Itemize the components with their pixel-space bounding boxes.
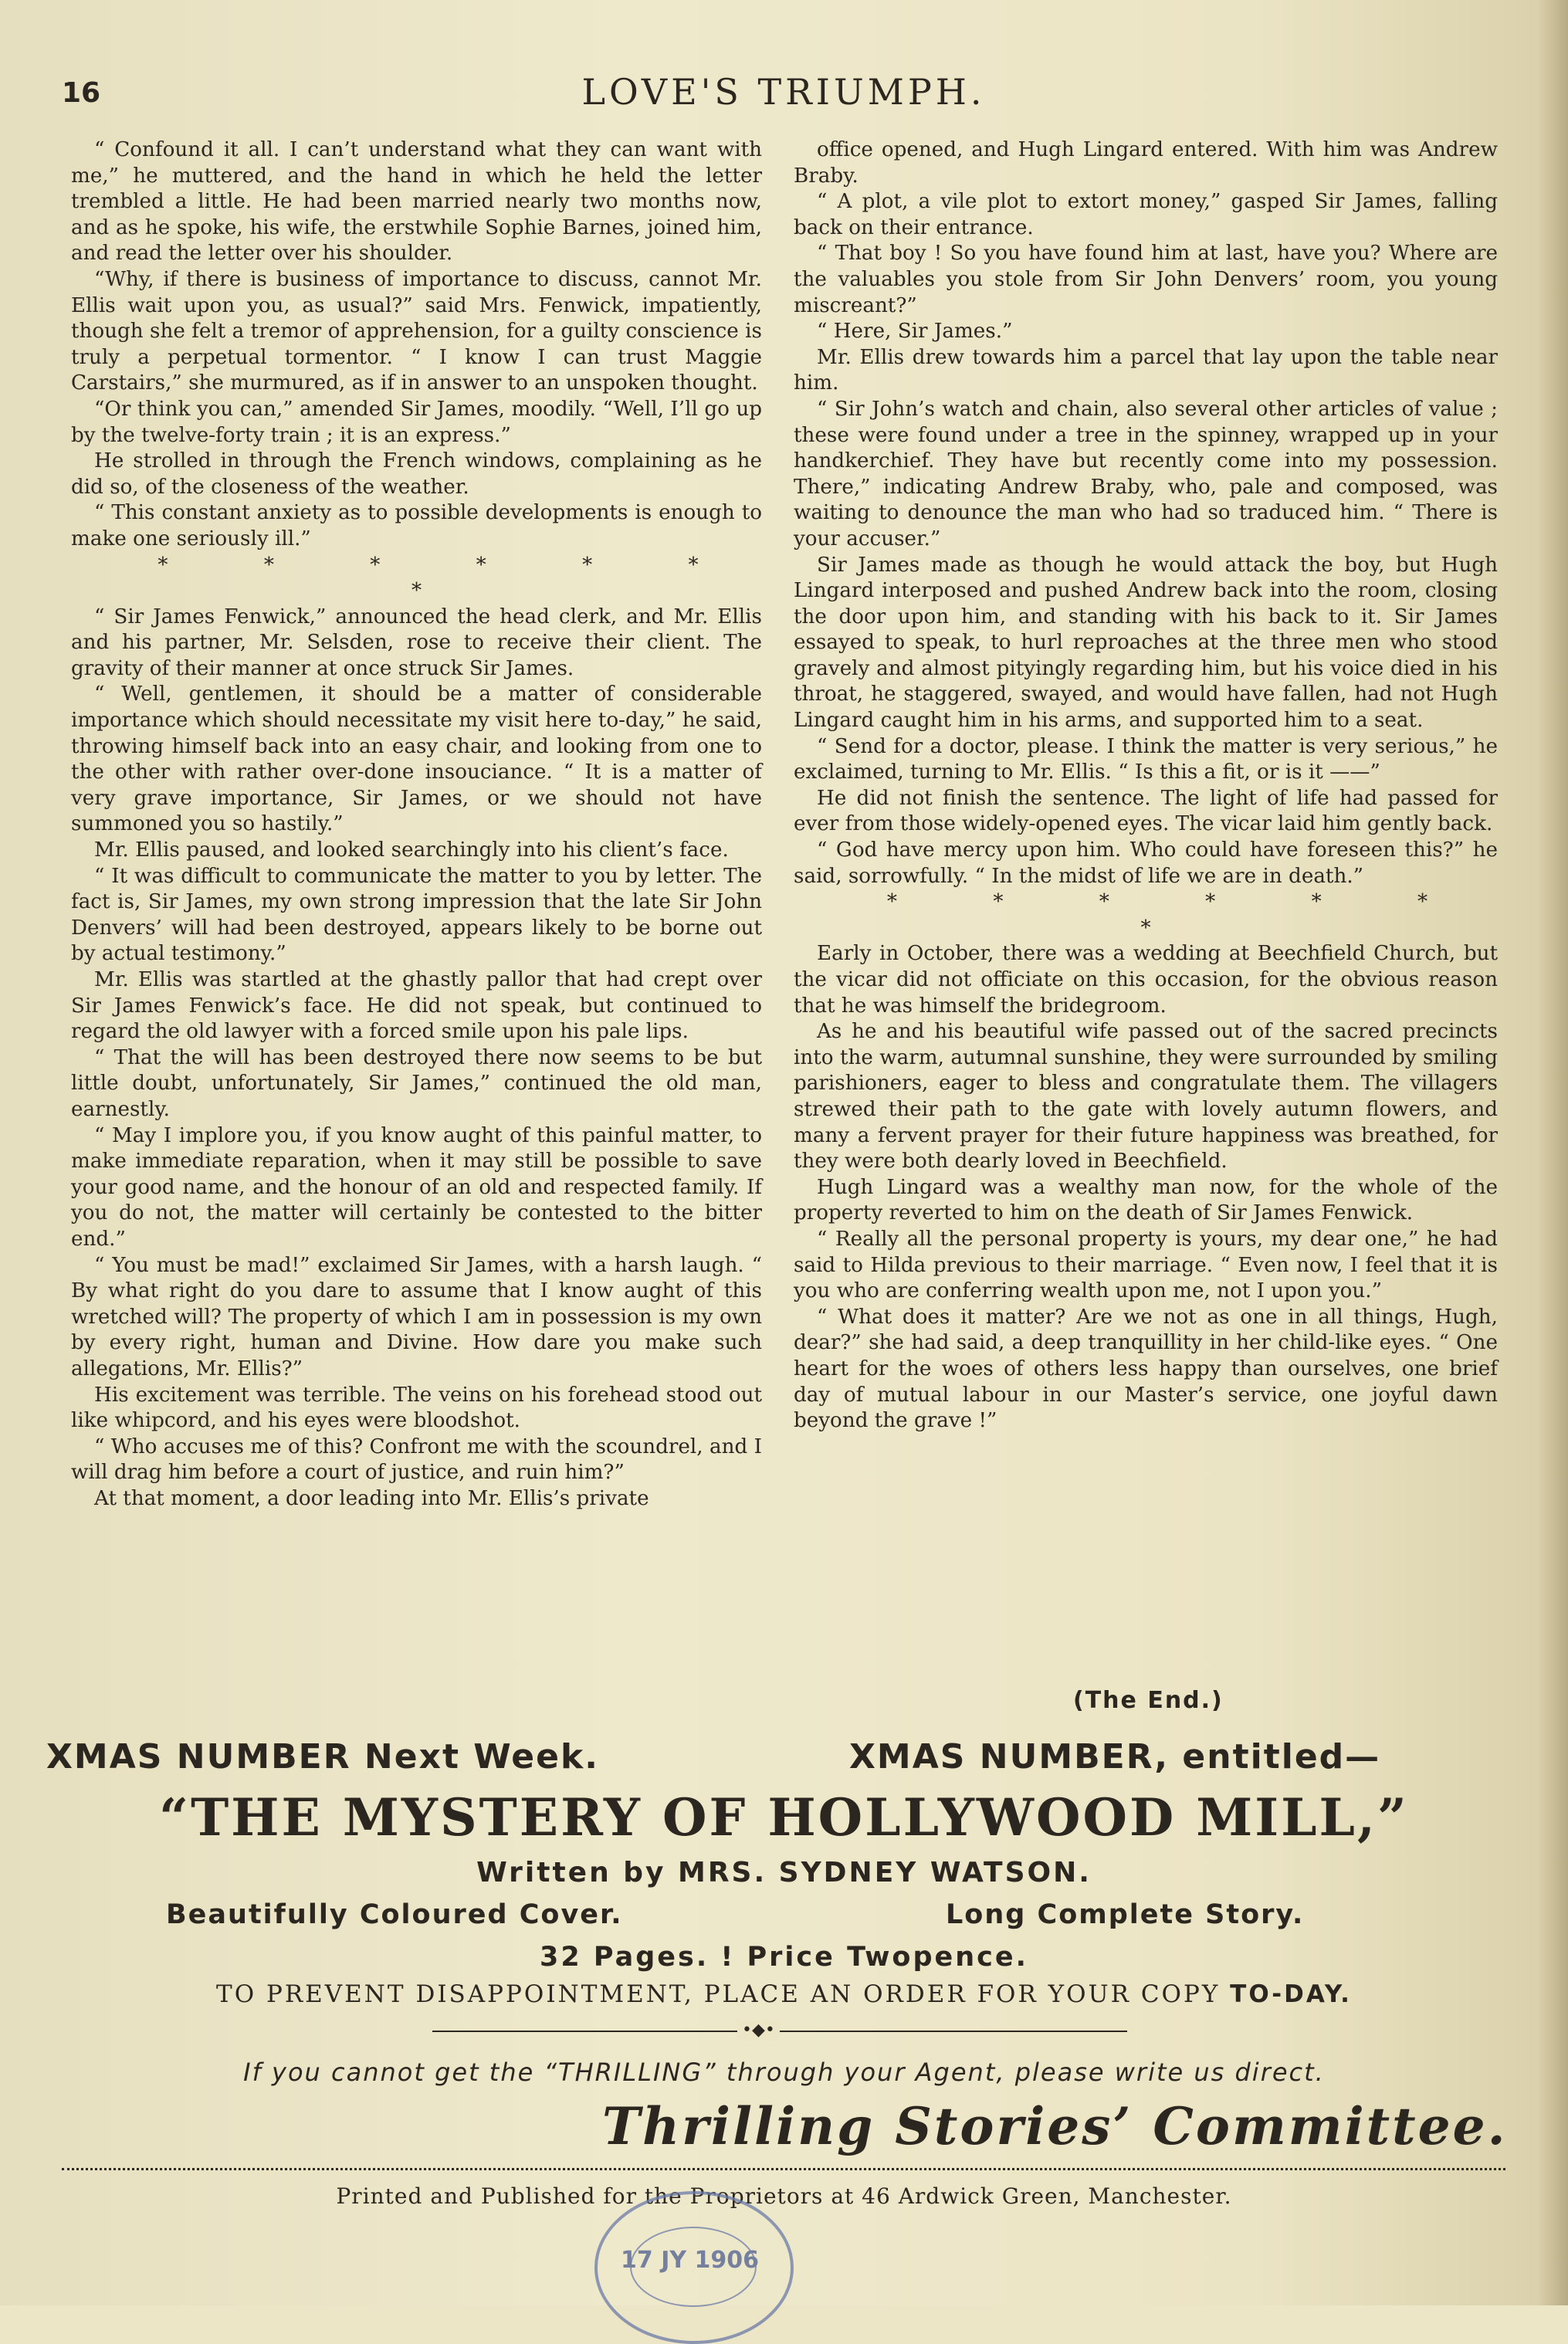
divider-rule — [432, 2031, 1127, 2032]
library-stamp — [594, 2191, 794, 2344]
paragraph: “ You must be mad!” exclaimed Sir James, with a harsh laugh. “ By what right do you dare to assume that I know aught of this wretched will? The property of which I am in possession is my own by every right, human and Divine. How dare you make such allegations, Mr. Ellis?” — [71, 1253, 762, 1380]
paragraph: Early in October, there was a wedding at Beechfield Church, but the vicar did not officiate on this occasion, for the obvious reason that he was himself the bridegroom. — [794, 942, 1498, 1018]
paragraph: “ May I implore you, if you know aught of this painful matter, to make immediate reparation, when it may still be possible to save your good name, and the honour of an old and respected family. If you do not, the matter will certainly be contested to the bitter end.” — [71, 1123, 762, 1251]
paragraph: Sir James made as though he would attack the boy, but Hugh Lingard interposed and pushed Andrew back into the room, closing the door upon him, and standing with his back to it. Sir James essayed to speak, to hurl reproaches at the three men who stood gravely and almost pityingly regarding him, but his voice died in his throat, he staggered, swayed, and would have fallen, had not Hugh Lingard caught him in his arms, and supported him to a seat. — [794, 553, 1498, 733]
printer-imprint: Printed and Published for the Proprietors at 46 Ardwick Green, Manchester. — [336, 2183, 1232, 2209]
section-break-stars: * * * * * * * — [157, 553, 743, 603]
advert-complete-story: Long Complete Story. — [946, 1899, 1305, 1930]
running-title: LOVE'S TRIUMPH. — [581, 71, 986, 113]
paragraph: He did not finish the sentence. The light of life had passed for ever from those widely-opened eyes. The vicar laid him gently back. — [794, 786, 1498, 836]
paragraph: Mr. Ellis paused, and looked searchingly into his client’s face. — [94, 838, 729, 862]
footer-rule — [62, 2168, 1505, 2173]
paragraph: Hugh Lingard was a wealthy man now, for the whole of the property reverted to him on the death of Sir James Fenwick. — [794, 1175, 1498, 1225]
agent-note: If you cannot get the “THRILLING” through your Agent, please write us direct. — [243, 2058, 1325, 2087]
paragraph: “ What does it matter? Are we not as one in all things, Hugh, dear?” she had said, a deep tranquillity in her child-like eyes. “ One heart for the woes of others less happy than ourselves, one brief day of mutual labour in our Master’s service, one joyful dawn beyond the grave !” — [794, 1305, 1498, 1433]
paragraph: “ This constant anxiety as to possible developments is enough to make one seriously ill.” — [71, 501, 762, 550]
advert-order-line — [0, 1980, 1568, 2008]
advert-order-today: TO-DAY. — [1230, 1980, 1352, 2008]
stamp-date: 17 JY 1906 — [621, 2247, 760, 2274]
paragraph: He strolled in through the French windows, complaining as he did so, of the closeness of the weather. — [71, 449, 762, 499]
page-edge-shadow — [1537, 0, 1568, 2305]
paragraph: At that moment, a door leading into Mr. Ellis’s private — [94, 1486, 649, 1510]
paragraph: “ Who accuses me of this? Confront me with the scoundrel, and I will drag him before a court of justice, and ruin him?” — [71, 1435, 762, 1485]
paragraph: “ That boy ! So you have found him at last, have you? Where are the valuables you stole from Sir John Denvers’ room, you young miscreant?” — [794, 242, 1498, 317]
left-column — [71, 137, 762, 1512]
advert-next-week: XMAS NUMBER Next Week. — [46, 1737, 599, 1777]
paragraph: “ Really all the personal property is yours, my dear one,” he had said to Hilda previous to their marriage. “ Even now, I feel that it is you who are conferring wealth upon me, not I upon you.” — [794, 1227, 1498, 1303]
paragraph: “ Well, gentlemen, it should be a matter of considerable importance which should necessitate my visit here to-day,” he said, throwing himself back into an easy chair, and looking from one to the other with rather over-done insouciance. “ It is a matter of very grave importance, Sir James, or we should not have summoned you so hastily.” — [71, 683, 762, 836]
paragraph: His excitement was terrible. The veins on his forehead stood out like whipcord, and his eyes were bloodshot. — [71, 1383, 762, 1433]
paragraph: “ Confound it all. I can’t understand what they can want with me,” he muttered, and the hand in which he held the letter trembled a little. He had been married nearly two months now, and as he spoke, his wife, the erstwhile Sophie Barnes, joined him, and read the letter over his shoulder. — [71, 138, 762, 266]
right-column — [794, 137, 1498, 1435]
paragraph: “ That the will has been destroyed there now seems to be but little doubt, unfortunately, Sir James,” continued the old man, earnestly. — [71, 1045, 762, 1121]
divider-ornament: •◆• — [737, 2021, 780, 2040]
advert-pages-price: 32 Pages. ! Price Twopence. — [540, 1942, 1028, 1973]
paragraph: As he and his beautiful wife passed out of the sacred precincts into the warm, autumnal sunshine, they were surrounded by smiling parishioners, eager to bless and congratulate them. The villagers strewed their path to the gate with lovely autumn flowers, and many a fervent prayer for their future happiness was breathed, for they were both dearly loved in Beechfield. — [794, 1020, 1498, 1174]
page-number: 16 — [62, 77, 101, 109]
committee-signature: Thrilling Stories’ Committee. — [602, 2096, 1508, 2156]
paragraph: Mr. Ellis drew towards him a parcel that lay upon the table near him. — [794, 345, 1498, 395]
paragraph: office opened, and Hugh Lingard entered. With him was Andrew Braby. — [794, 138, 1498, 188]
paragraph: “ It was difficult to communicate the matter to you by letter. The fact is, Sir James, my own strong impression that the late Sir John Denvers’ will had been destroyed, appears likely to be borne out by actual testimony.” — [71, 864, 762, 966]
paragraph: “Or think you can,” amended Sir James, moodily. “Well, I’ll go up by the twelve-forty train ; it is an express.” — [71, 397, 762, 447]
paragraph: Mr. Ellis was startled at the ghastly pallor that had crept over Sir James Fenwick’s face. He did not speak, but continued to regard the old lawyer with a forced smile upon his pale lips. — [71, 968, 762, 1044]
paragraph: “ Here, Sir James.” — [817, 320, 1013, 344]
paragraph: “ Sir John’s watch and chain, also several other articles of value ; these were found under a tree in the spinney, wrapped up in your handkerchief. They have but recently come into my possession. There,” indicating Andrew Braby, who, pale and composed, was waiting to denounce the man who had so traduced him. “ There is your accuser.” — [794, 397, 1498, 550]
page-header — [62, 71, 1505, 125]
paragraph: “Why, if there is business of importance to discuss, cannot Mr. Ellis wait upon you, as usual?” said Mrs. Fenwick, impatiently, though she felt a tremor of apprehension, for a guilty conscience is truly a perpetual tormentor. “ I know I can trust Maggie Carstairs,” she murmured, as if in answer to an unspoken thought. — [71, 267, 762, 395]
paragraph: “ Send for a doctor, please. I think the matter is very serious,” he exclaimed, turning to Mr. Ellis. “ Is this a fit, or is it ——” — [794, 734, 1498, 784]
paragraph: “ Sir James Fenwick,” announced the head clerk, and Mr. Ellis and his partner, Mr. Selsden, rose to receive their client. The gravity of their manner at once struck Sir James. — [71, 605, 762, 680]
section-break-stars: * * * * * * * — [886, 890, 1473, 940]
advert-author: Written by MRS. SYDNEY WATSON. — [476, 1857, 1092, 1888]
paragraph: “ God have mercy upon him. Who could have foreseen this?” he said, sorrowfully. “ In the midst of life we are in death.” — [794, 838, 1498, 888]
paragraph: “ A plot, a vile plot to extort money,” gasped Sir James, falling back on their entrance. — [794, 190, 1498, 239]
advert-order-text: TO PREVENT DISAPPOINTMENT, PLACE AN ORDER FOR YOUR COPY — [216, 1980, 1221, 2008]
the-end-label: (The End.) — [1073, 1687, 1224, 1714]
advert-entitled: XMAS NUMBER, entitled— — [849, 1737, 1381, 1777]
advert-coloured-cover: Beautifully Coloured Cover. — [166, 1899, 623, 1930]
advert-story-title: “THE MYSTERY OF HOLLYWOOD MILL,” — [159, 1787, 1409, 1848]
